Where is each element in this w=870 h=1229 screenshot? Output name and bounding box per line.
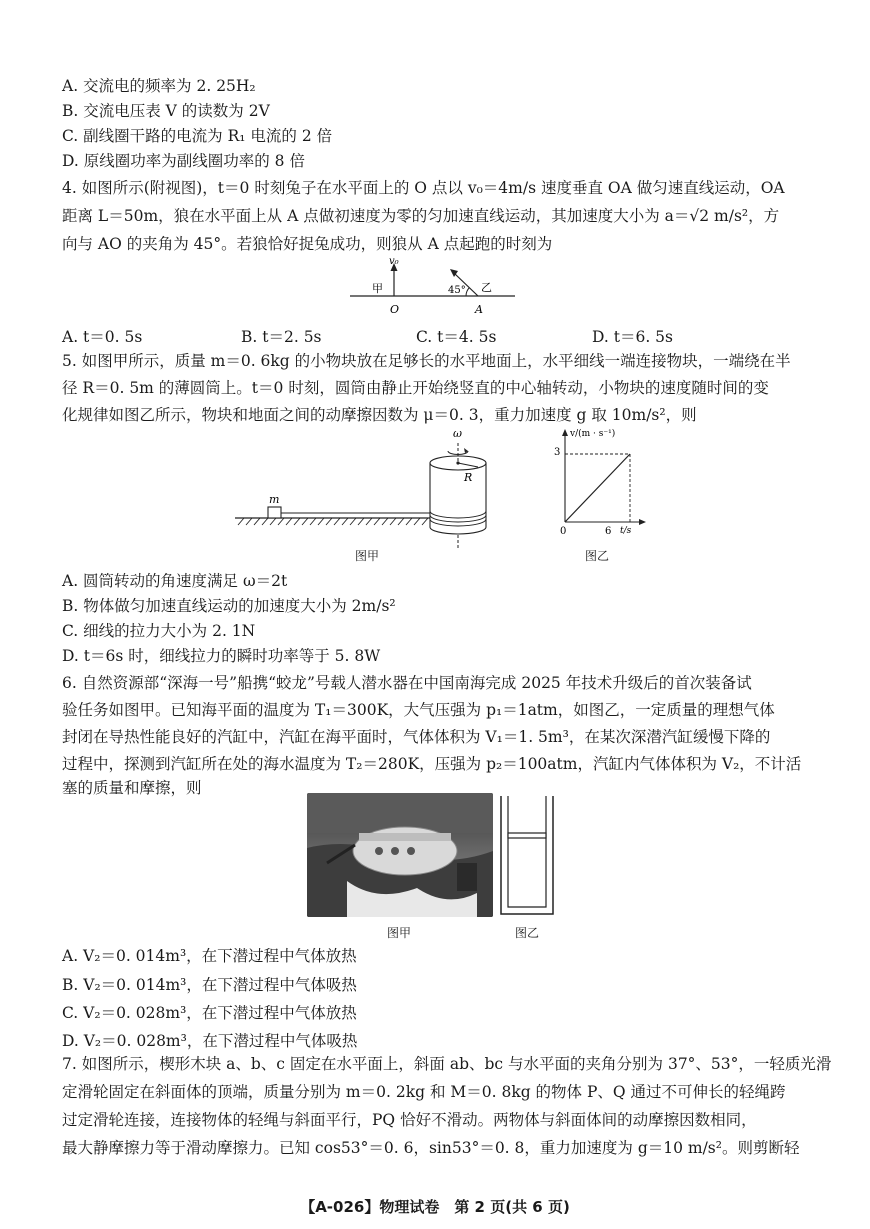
q5-label-omega: ω xyxy=(453,427,462,440)
q5-caption-jia: 图甲 xyxy=(355,549,380,563)
q3-option-b: B. 交流电压表 V 的读数为 2V xyxy=(62,102,270,120)
q5-option-d: D. t＝6s 时，细线拉力的瞬时功率等于 5. 8W xyxy=(62,647,381,665)
q5-vt-chart xyxy=(548,425,648,537)
q3-option-a: A. 交流电的频率为 2. 25H₂ xyxy=(62,77,256,95)
q5-vt-origin: 0 xyxy=(560,526,567,537)
q5-option-a: A. 圆筒转动的角速度满足 ω＝2t xyxy=(62,572,288,590)
q5-vt-ytick: 3 xyxy=(554,447,561,458)
q4-option-a: A. t＝0. 5s xyxy=(62,328,143,346)
q5-vt-ylabel: v/(m · s⁻¹) xyxy=(570,429,616,439)
q6-stem-line-4: 过程中，探测到汽缸所在处的海水温度为 T₂＝280K，压强为 p₂＝100atm，汽缸内气体体积为 V₂，不计活 xyxy=(62,755,802,773)
q6-stem-line-3: 封闭在导热性能良好的汽缸中，汽缸在海平面时，气体体积为 V₁＝1. 5m³，在某次深潜汽缸缓慢下降的 xyxy=(62,728,771,746)
q4-label-a: A xyxy=(475,303,483,316)
q5-stem-line-1: 5. 如图甲所示，质量 m＝0. 6kg 的小物块放在足够长的水平地面上，水平细线一端连接物块，一端绕在半 xyxy=(62,352,791,370)
q7-stem-line-4: 最大静摩擦力等于滑动摩擦力。已知 cos53°＝0. 6，sin53°＝0. 8，重力加速度为 g＝10 m/s²。则剪断轻 xyxy=(62,1139,800,1157)
q4-option-c: C. t＝4. 5s xyxy=(416,328,497,346)
q6-option-b: B. V₂＝0. 014m³，在下潜过程中气体吸热 xyxy=(62,976,357,994)
q5-option-b: B. 物体做匀加速直线运动的加速度大小为 2m/s² xyxy=(62,597,396,615)
q4-option-d: D. t＝6. 5s xyxy=(592,328,673,346)
q6-stem-line-2: 验任务如图甲。已知海平面的温度为 T₁＝300K，大气压强为 p₁＝1atm，如图乙，一定质量的理想气体 xyxy=(62,701,775,719)
q5-stem-line-2: 径 R＝0. 5m 的薄圆筒上。t＝0 时刻，圆筒由静止开始绕竖直的中心轴转动，小物块的速度随时间的变 xyxy=(62,379,769,397)
q6-option-c: C. V₂＝0. 028m³，在下潜过程中气体放热 xyxy=(62,1004,357,1022)
q7-stem-line-3: 过定滑轮连接，连接物体的轻绳与斜面平行，PQ 恰好不滑动。两物体与斜面体间的动摩擦因数相同， xyxy=(62,1111,757,1129)
q4-label-angle: 45° xyxy=(448,285,466,296)
q4-stem-line-2: 距离 L＝50m，狼在水平面上从 A 点做初速度为零的匀加速直线运动，其加速度大小为 a＝√2 m/s²，方 xyxy=(62,207,780,225)
q4-stem-line-3: 向与 AO 的夹角为 45°。若狼恰好捉兔成功，则狼从 A 点起跑的时刻为 xyxy=(62,235,553,253)
q6-caption-yi: 图乙 xyxy=(515,926,540,940)
q5-stem-line-3: 化规律如图乙所示，物块和地面之间的动摩擦因数为 μ＝0. 3，重力加速度 g 取 10m/s²，则 xyxy=(62,406,697,424)
q4-figure xyxy=(350,255,520,320)
submersible-photo xyxy=(307,793,493,917)
q6-caption-jia: 图甲 xyxy=(387,926,412,940)
q5-vt-xlabel: t/s xyxy=(620,526,632,536)
q4-label-v0: v₀ xyxy=(389,256,399,267)
q6-option-a: A. V₂＝0. 014m³，在下潜过程中气体放热 xyxy=(62,947,357,965)
page-footer: 【A-026】物理试卷 第 2 页(共 6 页) xyxy=(300,1198,570,1216)
q5-vt-xtick: 6 xyxy=(605,526,612,537)
q5-label-m: m xyxy=(269,493,280,506)
q4-label-yi: 乙 xyxy=(481,281,492,294)
q5-option-c: C. 细线的拉力大小为 2. 1N xyxy=(62,622,256,640)
q7-stem-line-1: 7. 如图所示，楔形木块 a、b、c 固定在水平面上，斜面 ab、bc 与水平面的夹角分别为 37°、53°，一轻质光滑 xyxy=(62,1055,832,1073)
q5-caption-yi: 图乙 xyxy=(585,549,610,563)
q4-option-b: B. t＝2. 5s xyxy=(241,328,322,346)
q5-vt-series-line xyxy=(565,454,630,522)
q3-option-c: C. 副线圈干路的电流为 R₁ 电流的 2 倍 xyxy=(62,127,333,145)
q6-stem-line-5: 塞的质量和摩擦，则 xyxy=(62,779,202,797)
q6-cylinder-figure xyxy=(497,793,557,918)
q5-label-r: R xyxy=(464,471,473,484)
q5-figure-jia xyxy=(230,425,500,550)
q7-stem-line-2: 定滑轮固定在斜面体的顶端，质量分别为 m＝0. 2kg 和 M＝0. 8kg 的物体 P、Q 通过不可伸长的轻绳跨 xyxy=(62,1083,786,1101)
q6-stem-line-1: 6. 自然资源部“深海一号”船携“蛟龙”号载人潜水器在中国南海完成 2025 年技术升级后的首次装备试 xyxy=(62,674,752,692)
q4-stem-line-1: 4. 如图所示(附视图)，t＝0 时刻兔子在水平面上的 O 点以 v₀＝4m/s 速度垂直 OA 做匀速直线运动，OA xyxy=(62,179,785,197)
q6-option-d: D. V₂＝0. 028m³，在下潜过程中气体吸热 xyxy=(62,1032,358,1050)
q3-option-d: D. 原线圈功率为副线圈功率的 8 倍 xyxy=(62,152,305,170)
q4-label-jia: 甲 xyxy=(372,282,383,295)
q4-label-o: O xyxy=(390,303,400,316)
